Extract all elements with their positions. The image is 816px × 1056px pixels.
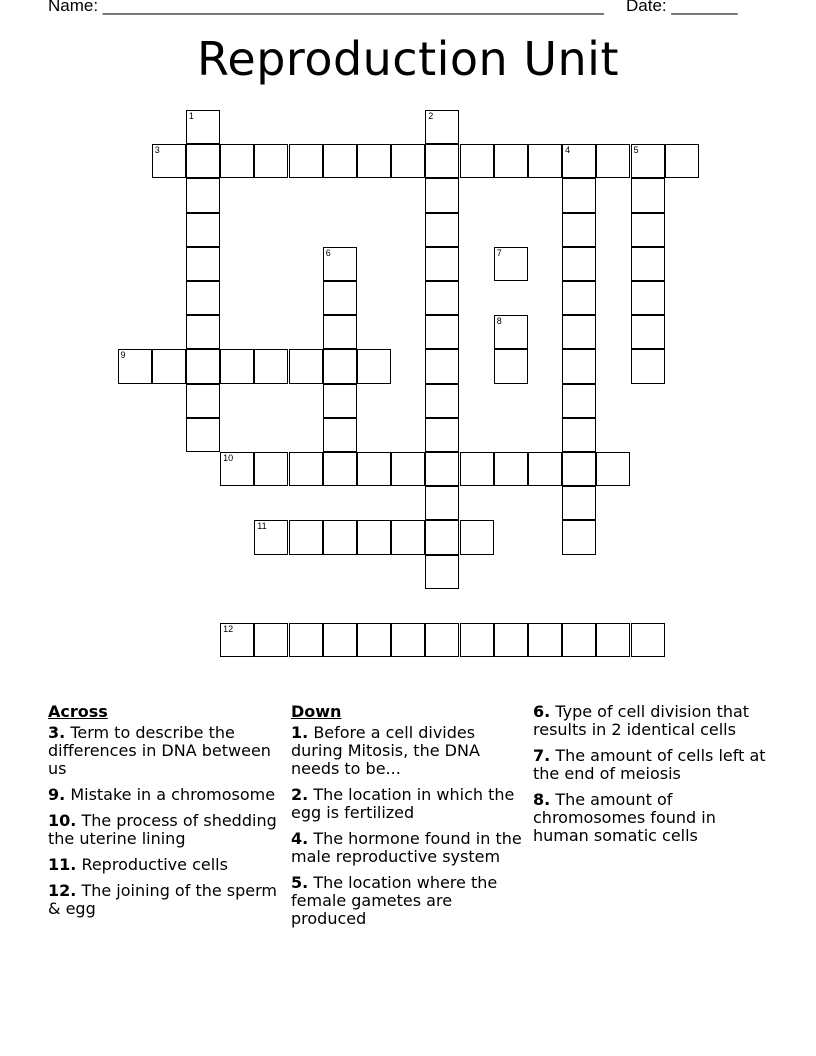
clue-item (48, 882, 288, 918)
grid-cell[interactable] (323, 349, 357, 383)
clue-number: 3. (48, 723, 66, 742)
clue-number-label: 11 (257, 521, 267, 532)
grid-cell[interactable] (186, 315, 220, 349)
grid-cell[interactable] (562, 247, 596, 281)
grid-cell[interactable] (562, 144, 596, 178)
clue-item (291, 874, 531, 928)
grid-cell[interactable] (118, 349, 152, 383)
date-line: Date: _______ (626, 0, 738, 15)
grid-cell[interactable] (562, 315, 596, 349)
clue-number-label: 10 (223, 453, 234, 463)
clue-item (533, 791, 773, 845)
clue-number-label: 9 (120, 350, 126, 361)
grid-cell[interactable] (323, 315, 357, 349)
grid-cell[interactable] (220, 452, 254, 486)
grid-cell[interactable] (425, 213, 459, 247)
clue-number: 5. (291, 873, 309, 892)
grid-cell[interactable] (596, 452, 630, 486)
across-heading: Across (48, 702, 108, 721)
clue-text: Type of cell division that results in 2 identical cells (533, 702, 750, 739)
grid-cell[interactable] (220, 623, 254, 657)
clue-number: 9. (48, 785, 66, 804)
clue-number: 8. (533, 790, 551, 809)
clue-number: 11. (48, 855, 77, 874)
grid-cell[interactable] (152, 349, 186, 383)
clue-text: The amount of cells left at the end of meiosis (533, 746, 766, 783)
clue-number: 4. (291, 829, 309, 848)
page-title: Reproduction Unit (197, 32, 619, 86)
grid-cell[interactable] (186, 213, 220, 247)
grid-cell[interactable] (254, 144, 288, 178)
grid-cell[interactable] (323, 623, 357, 657)
clue-number-label: 8 (496, 316, 502, 327)
grid-cell[interactable] (425, 110, 459, 144)
down-clues-column (291, 703, 531, 936)
grid-cell[interactable] (665, 144, 699, 178)
across-clues-column (48, 703, 288, 926)
clue-text: The location in which the egg is fertilized (291, 785, 515, 822)
grid-cell[interactable] (562, 520, 596, 554)
clue-number: 1. (291, 723, 309, 742)
clue-number: 10. (48, 811, 77, 830)
grid-cell[interactable] (425, 349, 459, 383)
clue-item (48, 724, 288, 778)
grid-cell[interactable] (289, 623, 323, 657)
grid-cell[interactable] (186, 144, 220, 178)
grid-cell[interactable] (289, 349, 323, 383)
grid-cell[interactable] (152, 144, 186, 178)
clue-number: 7. (533, 746, 551, 765)
grid-cell[interactable] (186, 178, 220, 212)
grid-cell[interactable] (254, 623, 288, 657)
grid-cell[interactable] (460, 452, 494, 486)
grid-cell[interactable] (220, 349, 254, 383)
clue-number-label: 4 (565, 145, 571, 156)
clue-text: Before a cell divides during Mitosis, the DNA needs to be... (291, 723, 480, 778)
grid-cell[interactable] (562, 178, 596, 212)
clue-text: The hormone found in the male reproductive system (291, 829, 522, 866)
down-heading: Down (291, 702, 342, 721)
grid-cell[interactable] (425, 486, 459, 520)
clue-number: 12. (48, 881, 77, 900)
grid-cell[interactable] (562, 349, 596, 383)
grid-cell[interactable] (425, 520, 459, 554)
clue-number-label: 3 (154, 145, 160, 156)
grid-cell[interactable] (494, 247, 528, 281)
down-clues-continued-column (533, 703, 773, 853)
grid-cell[interactable] (425, 144, 459, 178)
grid-cell[interactable] (562, 213, 596, 247)
grid-cell[interactable] (494, 144, 528, 178)
clue-item (291, 724, 531, 778)
grid-cell[interactable] (425, 315, 459, 349)
grid-cell[interactable] (254, 349, 288, 383)
grid-cell[interactable] (186, 281, 220, 315)
grid-cell[interactable] (391, 520, 425, 554)
grid-cell[interactable] (254, 520, 288, 554)
grid-cell[interactable] (562, 281, 596, 315)
clue-item (533, 747, 773, 783)
grid-cell[interactable] (323, 247, 357, 281)
clue-item (48, 812, 288, 848)
grid-cell[interactable] (631, 144, 665, 178)
grid-cell[interactable] (254, 452, 288, 486)
grid-cell[interactable] (631, 213, 665, 247)
grid-cell[interactable] (562, 452, 596, 486)
grid-cell[interactable] (528, 144, 562, 178)
grid-cell[interactable] (562, 384, 596, 418)
grid-cell[interactable] (631, 281, 665, 315)
clue-number-label: 1 (188, 111, 194, 121)
grid-cell[interactable] (562, 623, 596, 657)
clue-number-label: 5 (633, 145, 639, 156)
clue-text: The amount of chromosomes found in human somatic cells (533, 790, 716, 845)
grid-cell[interactable] (289, 452, 323, 486)
grid-cell[interactable] (494, 452, 528, 486)
clue-text: The location where the female gametes are produced (291, 873, 498, 928)
grid-cell[interactable] (425, 623, 459, 657)
grid-cell[interactable] (323, 144, 357, 178)
grid-cell[interactable] (528, 623, 562, 657)
grid-cell[interactable] (425, 452, 459, 486)
clue-number: 2. (291, 785, 309, 804)
grid-cell[interactable] (631, 623, 665, 657)
grid-cell[interactable] (186, 110, 220, 144)
down-clue-list (291, 724, 531, 928)
grid-cell[interactable] (357, 349, 391, 383)
grid-cell[interactable] (425, 555, 459, 589)
across-clue-list (48, 724, 288, 918)
clue-text: Reproductive cells (81, 855, 228, 874)
clue-item (48, 856, 288, 874)
grid-cell[interactable] (425, 178, 459, 212)
grid-cell[interactable] (323, 418, 357, 452)
grid-cell[interactable] (425, 247, 459, 281)
grid-cell[interactable] (631, 178, 665, 212)
grid-cell[interactable] (186, 418, 220, 452)
grid-cell[interactable] (323, 452, 357, 486)
grid-cell[interactable] (289, 144, 323, 178)
grid-cell[interactable] (562, 418, 596, 452)
down-clue-list-continued (533, 703, 773, 845)
grid-cell[interactable] (596, 623, 630, 657)
grid-cell[interactable] (631, 349, 665, 383)
clue-item (48, 786, 288, 804)
clue-number: 6. (533, 702, 551, 721)
grid-cell[interactable] (391, 144, 425, 178)
grid-cell[interactable] (357, 144, 391, 178)
grid-cell[interactable] (631, 315, 665, 349)
clue-number-label: 12 (223, 624, 234, 634)
grid-cell[interactable] (220, 144, 254, 178)
grid-cell[interactable] (425, 281, 459, 315)
grid-cell[interactable] (631, 247, 665, 281)
grid-cell[interactable] (186, 384, 220, 418)
grid-cell[interactable] (425, 384, 459, 418)
clue-text: The process of shedding the uterine lining (48, 811, 277, 848)
grid-cell[interactable] (391, 623, 425, 657)
grid-cell[interactable] (323, 281, 357, 315)
clue-text: Mistake in a chromosome (70, 785, 276, 804)
grid-cell[interactable] (357, 452, 391, 486)
name-line: Name: _____________________________________________________ (48, 0, 604, 15)
grid-cell[interactable] (460, 144, 494, 178)
clue-text: The joining of the sperm & egg (48, 881, 277, 918)
grid-cell[interactable] (357, 520, 391, 554)
grid-cell[interactable] (186, 349, 220, 383)
grid-cell[interactable] (323, 384, 357, 418)
clue-number-label: 6 (325, 247, 331, 258)
grid-cell[interactable] (562, 486, 596, 520)
grid-cell[interactable] (425, 418, 459, 452)
grid-cell[interactable] (596, 144, 630, 178)
grid-cell[interactable] (323, 520, 357, 554)
grid-cell[interactable] (494, 349, 528, 383)
clue-item (291, 786, 531, 822)
grid-cell[interactable] (528, 452, 562, 486)
grid-cell[interactable] (460, 520, 494, 554)
grid-cell[interactable] (460, 623, 494, 657)
clue-number-label: 7 (496, 247, 502, 258)
clue-number-label: 2 (428, 111, 434, 121)
grid-cell[interactable] (186, 247, 220, 281)
clue-text: Term to describe the differences in DNA between us (48, 723, 271, 778)
clue-item (291, 830, 531, 866)
grid-cell[interactable] (289, 520, 323, 554)
grid-cell[interactable] (391, 452, 425, 486)
grid-cell[interactable] (494, 315, 528, 349)
grid-cell[interactable] (494, 623, 528, 657)
clue-item (533, 703, 773, 739)
grid-cell[interactable] (357, 623, 391, 657)
